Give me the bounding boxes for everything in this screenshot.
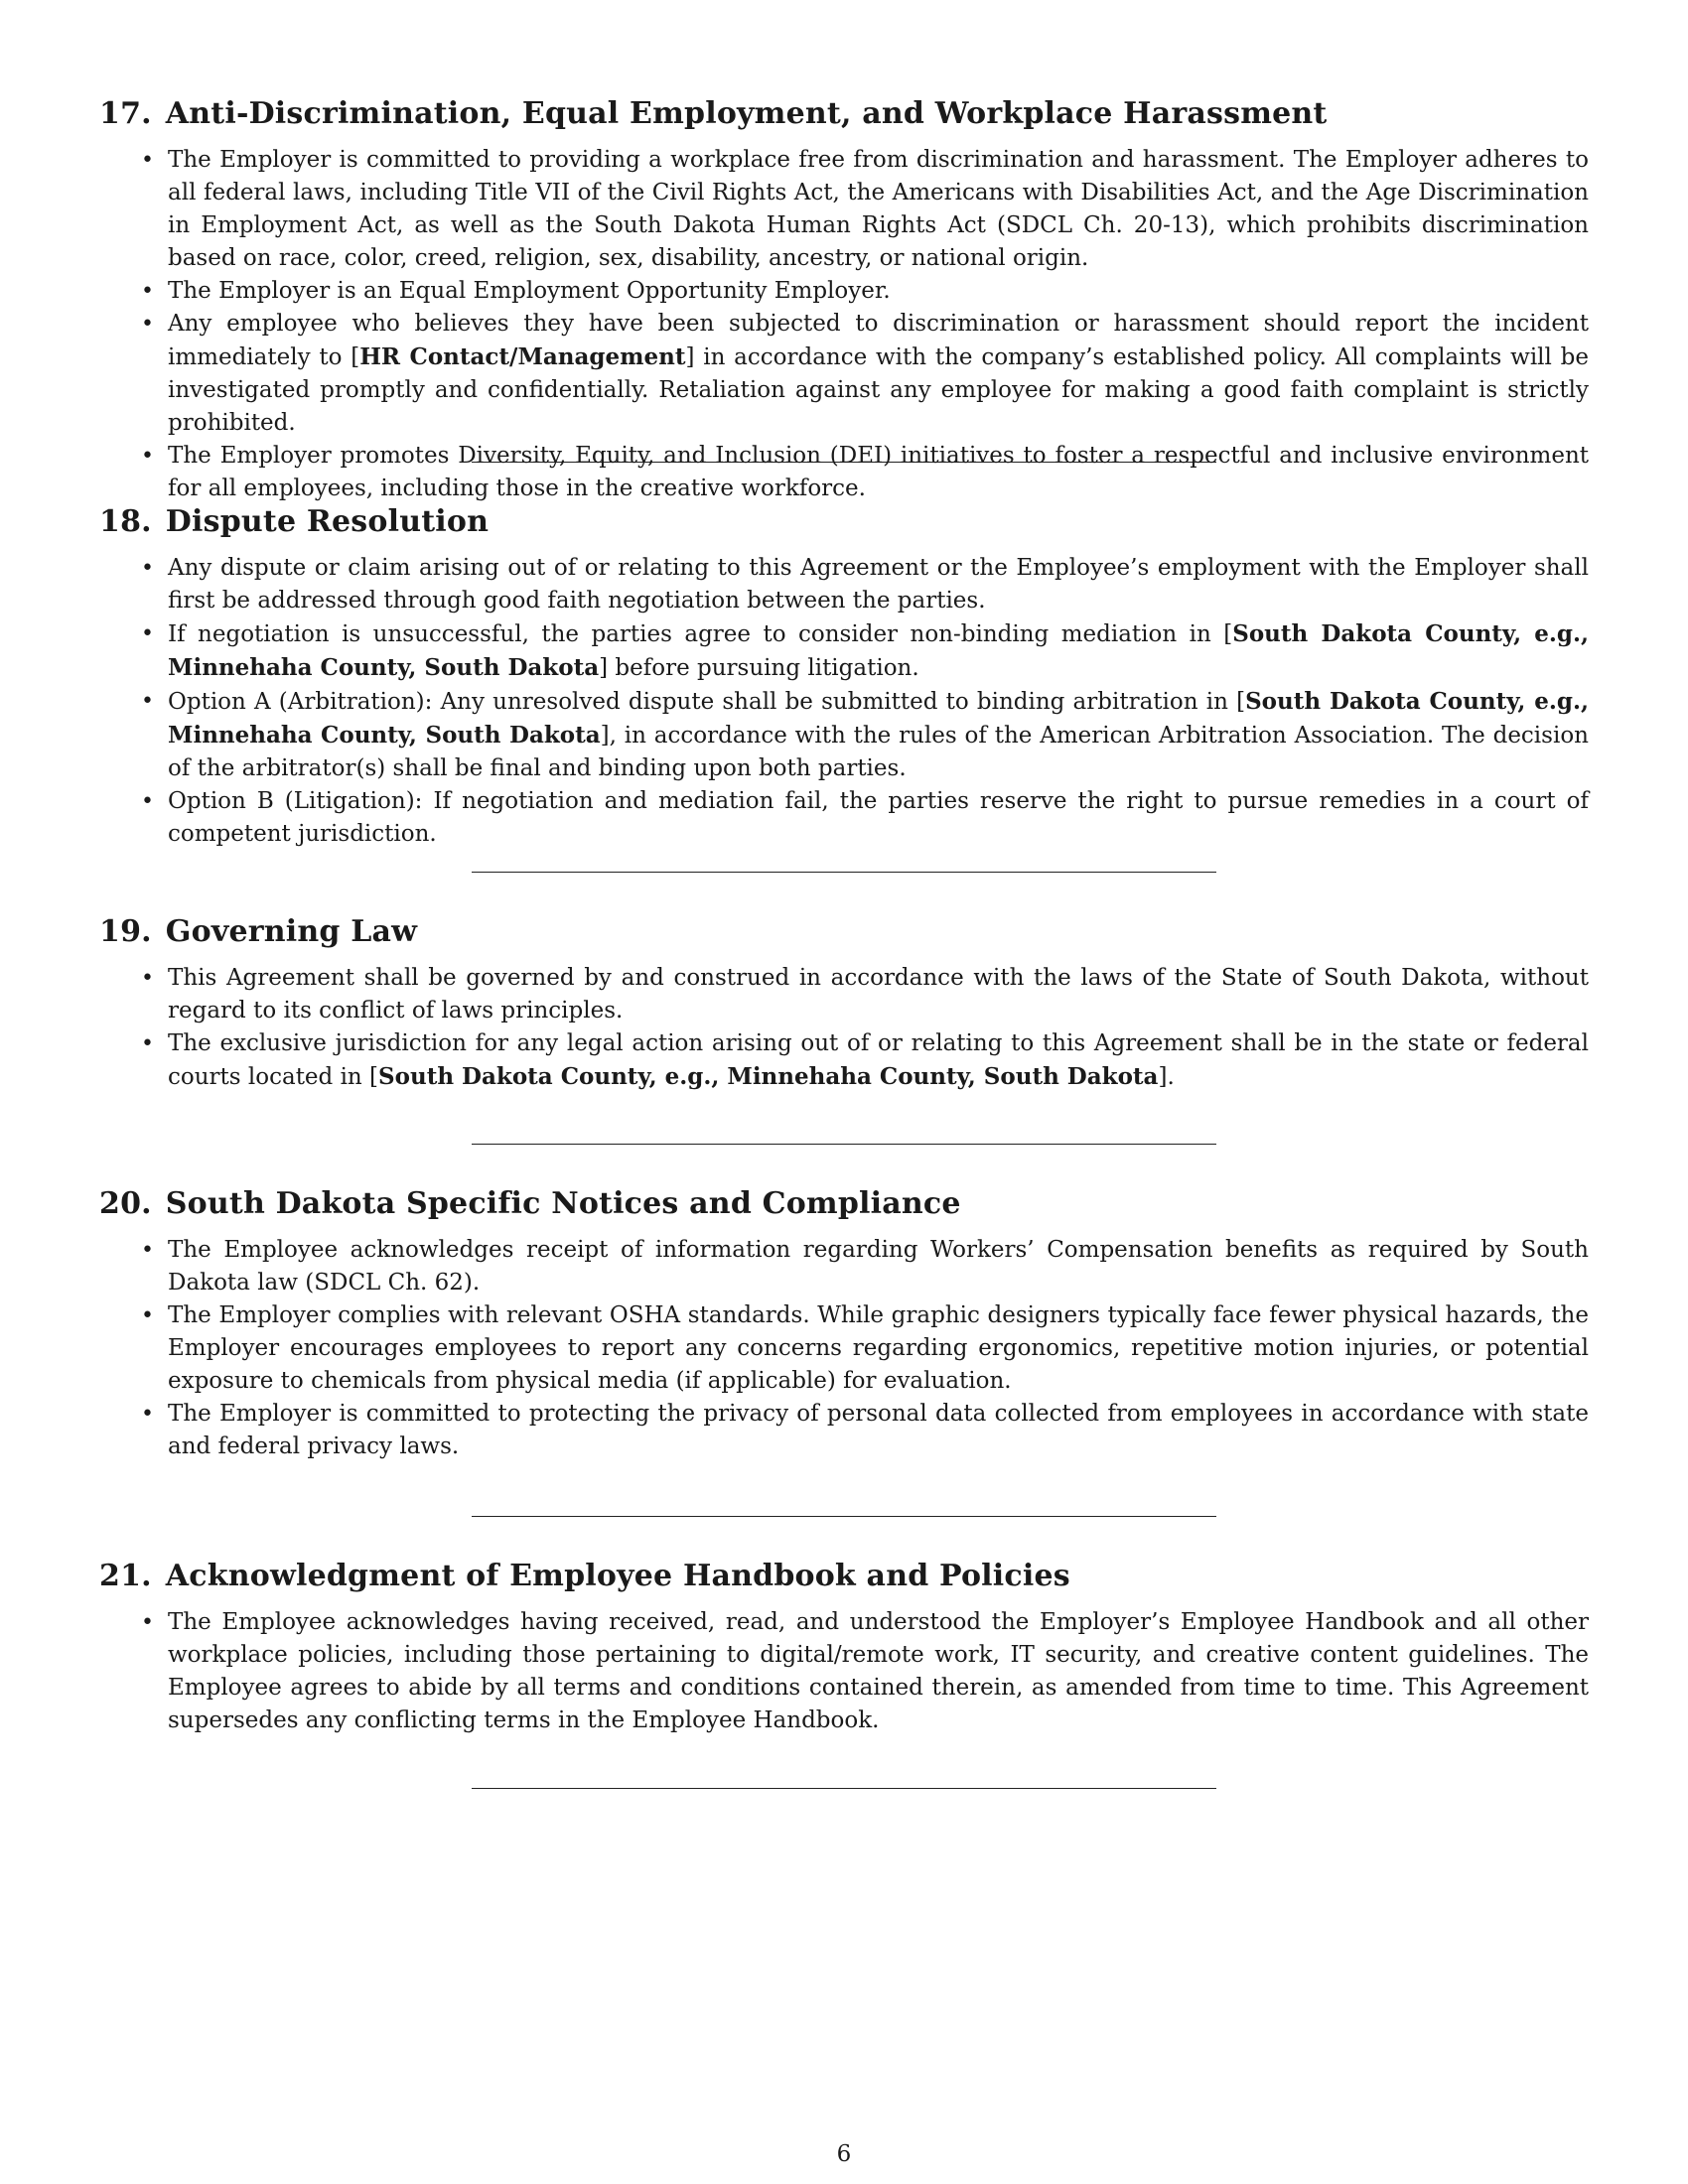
list-item: [141, 1027, 1589, 1094]
list-item: [141, 962, 1589, 1027]
section-heading: [99, 912, 1589, 952]
list-item: [141, 552, 1589, 617]
bold-placeholder: South Dakota County, e.g., Minnehaha County, South Dakota: [168, 620, 1589, 681]
section-number: 17.: [99, 96, 152, 131]
section-20: [99, 1184, 1589, 1516]
section-heading: [99, 502, 1589, 542]
text-run: Any dispute or claim arising out of or relating to this Agreement or the Employee’s employment with the Employer shall first be addressed through good faith negotiation between the parties.: [168, 555, 1589, 614]
text-run: Option B (Litigation): If negotiation and mediation fail, the parties reserve the right to pursue remedies in a court of competent jurisdiction.: [168, 788, 1589, 847]
section-divider: [472, 1788, 1216, 1789]
section-number: 20.: [99, 1186, 152, 1221]
text-run: The Employee acknowledges having received, read, and understood the Employer’s Employee Handbook and all other workplace policies, including those pertaining to digital/remote work, IT security, and creative content guidelines. The Employee agrees to abide by all terms and conditions contained therein, as amended from time to time. This Agreement supersedes any conflicting terms in the Employee Handbook.: [168, 1609, 1589, 1733]
bullet-icon: •: [141, 1031, 154, 1056]
document-page: [99, 94, 1589, 1789]
bold-placeholder: South Dakota County, e.g., Minnehaha County, South Dakota: [168, 688, 1589, 749]
bold-placeholder: South Dakota County, e.g., Minnehaha County, South Dakota: [378, 1063, 1159, 1090]
text-run: The Employer complies with relevant OSHA standards. While graphic designers typically face fewer physical hazards, the Employer encourages employees to report any concerns regarding ergonomics, repetitive motion injuries, or potential exposure to chemicals from physical media (if applicable) for evaluation.: [168, 1302, 1589, 1394]
bullet-list: [99, 552, 1589, 851]
bullet-icon: •: [141, 966, 154, 991]
bullet-icon: •: [141, 1402, 154, 1427]
text-run: The Employer is committed to providing a workplace free from discrimination and harassment. The Employer adheres to all federal laws, including Title VII of the Civil Rights Act, the Americans with Disabilities Act, and the Age Discrimination in Employment Act, as well as the South Dakota Human Rights Act (SDCL Ch. 20-13), which prohibits discrimination based on race, color, creed, religion, sex, disability, ancestry, or national origin.: [168, 147, 1589, 271]
list-item: [141, 685, 1589, 785]
section-heading: [99, 94, 1589, 134]
bold-placeholder: HR Contact/Management: [359, 343, 686, 370]
text-run: ], in accordance with the rules of the American Arbitration Association. The decision of the arbitrator(s) shall be final and binding upon both parties.: [168, 723, 1589, 781]
text-run: The exclusive jurisdiction for any legal action arising out of or relating to this Agreement shall be in the state or federal courts located in [: [168, 1030, 1589, 1090]
text-run: The Employee acknowledges receipt of information regarding Workers’ Compensation benefits as required by South Dakota law (SDCL Ch. 62).: [168, 1237, 1589, 1296]
section-title: South Dakota Specific Notices and Compliance: [165, 1186, 961, 1221]
bullet-icon: •: [141, 556, 154, 581]
list-item: [141, 440, 1589, 505]
bullet-icon: •: [141, 148, 154, 173]
section-number: 18.: [99, 504, 152, 539]
list-item: [141, 308, 1589, 440]
text-run: The Employer promotes Diversity, Equity, and Inclusion (DEI) initiatives to foster a respectful and inclusive environment for all employees, including those in the creative workforce.: [168, 443, 1589, 501]
text-run: This Agreement shall be governed by and construed in accordance with the laws of the State of South Dakota, without regard to its conflict of laws principles.: [168, 965, 1589, 1024]
bullet-list: [99, 1234, 1589, 1463]
list-item: [141, 785, 1589, 851]
list-item: [141, 617, 1589, 685]
section-17: [99, 94, 1589, 501]
section-title: Dispute Resolution: [165, 504, 490, 539]
text-run: ] in accordance with the company’s established policy. All complaints will be investigated promptly and confidentially. Retaliation against any employee for making a good faith complaint is strictly prohibited.: [168, 344, 1589, 436]
section-divider: [472, 1516, 1216, 1517]
text-run: The Employer is committed to protecting the privacy of personal data collected from employees in accordance with state and federal privacy laws.: [168, 1401, 1589, 1459]
bullet-icon: •: [141, 621, 154, 646]
text-run: Any employee who believes they have been subjected to discrimination or harassment should report the incident immediately to [: [168, 311, 1589, 370]
list-item: [141, 1606, 1589, 1737]
bullet-list: [99, 1606, 1589, 1737]
list-item: [141, 1234, 1589, 1299]
text-run: ].: [1158, 1064, 1175, 1090]
bullet-icon: •: [141, 279, 154, 304]
text-run: If negotiation is unsuccessful, the parties agree to consider non-binding mediation in [: [168, 621, 1233, 647]
text-run: ] before pursuing litigation.: [599, 655, 919, 681]
bullet-icon: •: [141, 312, 154, 337]
section-number: 19.: [99, 914, 152, 949]
bullet-list: [99, 144, 1589, 505]
section-19: [99, 912, 1589, 1144]
page-number: 6: [836, 2141, 852, 2167]
bullet-icon: •: [141, 789, 154, 814]
section-title: Anti-Discrimination, Equal Employment, and Workplace Harassment: [165, 96, 1328, 131]
section-divider: [472, 872, 1216, 873]
section-number: 21.: [99, 1559, 152, 1593]
text-run: The Employer is an Equal Employment Opportunity Employer.: [168, 278, 891, 304]
section-heading: [99, 1557, 1589, 1596]
bullet-icon: •: [141, 1303, 154, 1328]
section-title: Acknowledgment of Employee Handbook and Policies: [165, 1559, 1070, 1593]
bullet-list: [99, 962, 1589, 1094]
list-item: [141, 1299, 1589, 1398]
text-run: Option A (Arbitration): Any unresolved dispute shall be submitted to binding arbitration in [: [168, 689, 1246, 715]
list-item: [141, 275, 1589, 308]
section-heading: [99, 1184, 1589, 1224]
section-divider: [472, 1144, 1216, 1145]
section-21: [99, 1557, 1589, 1788]
list-item: [141, 144, 1589, 275]
bullet-icon: •: [141, 444, 154, 469]
section-18: [99, 502, 1589, 872]
bullet-icon: •: [141, 1238, 154, 1263]
list-item: [141, 1398, 1589, 1463]
bullet-icon: •: [141, 1610, 154, 1635]
bullet-icon: •: [141, 689, 154, 714]
section-title: Governing Law: [165, 914, 418, 949]
